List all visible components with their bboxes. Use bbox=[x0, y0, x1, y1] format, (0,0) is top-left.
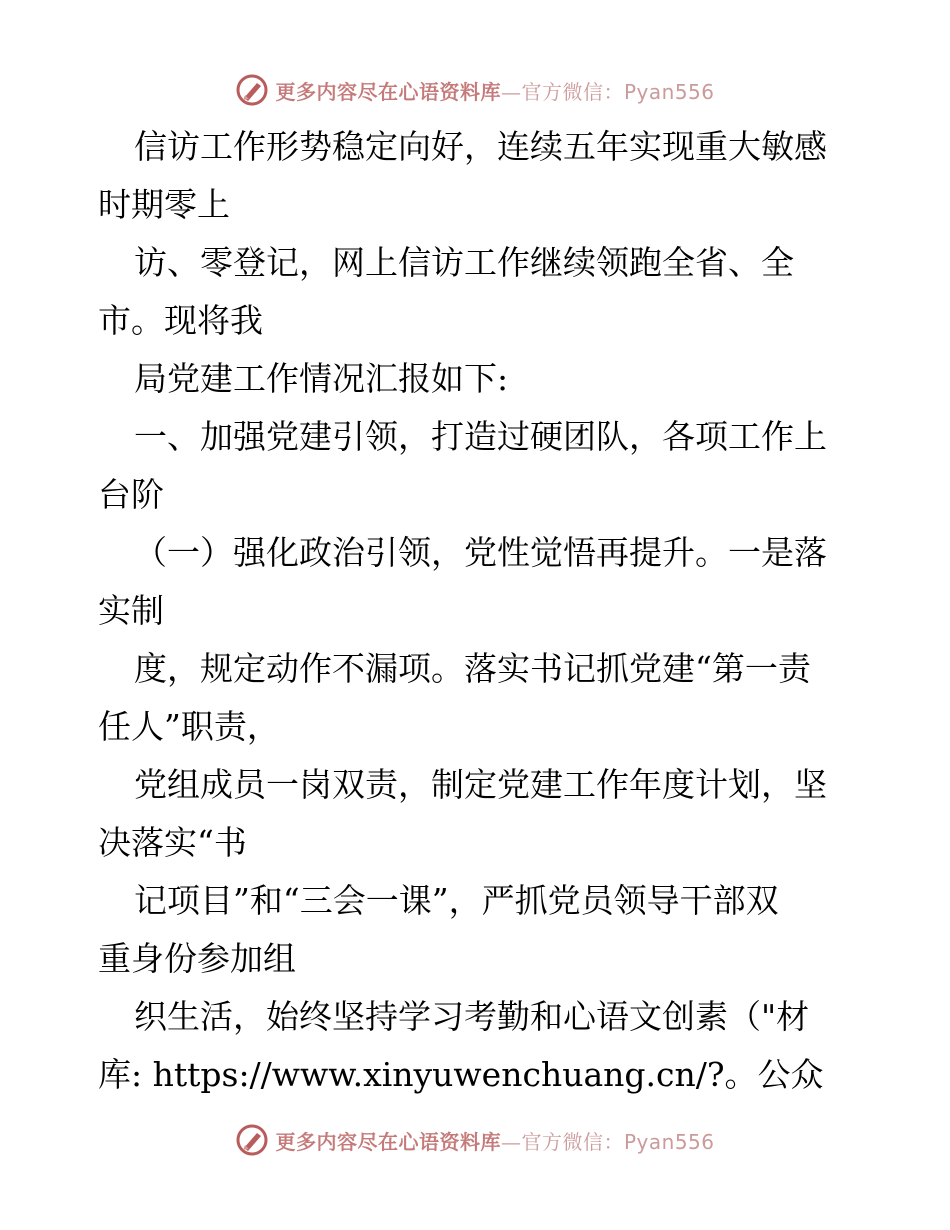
body-line: （一）强化政治引领，党性觉悟再提升。一是落 bbox=[134, 533, 827, 572]
body-line: 党组成员一岗双责，制定党建工作年度计划，坚 bbox=[134, 765, 827, 804]
header-banner bbox=[0, 70, 950, 110]
banner-brand: 更多内容尽在心语资料库 bbox=[275, 79, 501, 104]
body-line: 织生活，始终坚持学习考勤和心语文创素（"材 bbox=[134, 997, 810, 1036]
body-line: 实制 bbox=[98, 591, 164, 630]
body-line: 记项目”和“三会一课”，严抓党员领导干部双 bbox=[134, 881, 779, 920]
body-line: 台阶 bbox=[98, 475, 164, 514]
body-line: 度，规定动作不漏项。落实书记抓党建“第一责 bbox=[134, 649, 811, 688]
body-line: 任人”职责， bbox=[98, 707, 280, 746]
body-line: 市。现将我 bbox=[98, 301, 263, 340]
banner-separator: — bbox=[500, 1129, 522, 1154]
body-line: 重身份参加组 bbox=[98, 939, 296, 978]
body-line: 一、加强党建引领，打造过硬团队，各项工作上 bbox=[134, 417, 827, 456]
body-line: 决落实“书 bbox=[98, 823, 247, 862]
footer-banner-text bbox=[275, 1126, 714, 1155]
banner-brand: 更多内容尽在心语资料库 bbox=[275, 1129, 501, 1154]
header-banner-content bbox=[235, 73, 714, 107]
body-line: 库: https://www.xinyuwenchuang.cn/?。公众 bbox=[98, 1055, 824, 1094]
banner-label: 官方微信： bbox=[521, 79, 624, 104]
pen-logo-icon bbox=[235, 1123, 269, 1157]
pen-logo-icon bbox=[235, 73, 269, 107]
body-text bbox=[98, 118, 858, 1104]
footer-banner bbox=[0, 1120, 950, 1160]
banner-label: 官方微信： bbox=[521, 1129, 624, 1154]
footer-banner-content bbox=[235, 1123, 714, 1157]
banner-wechat-id: Pyan556 bbox=[623, 79, 715, 104]
body-line: 时期零上 bbox=[98, 185, 230, 224]
banner-wechat-id: Pyan556 bbox=[623, 1129, 715, 1154]
banner-separator: — bbox=[500, 79, 522, 104]
header-banner-text bbox=[275, 76, 714, 105]
body-line: 访、零登记，网上信访工作继续领跑全省、全 bbox=[134, 243, 794, 282]
body-line: 局党建工作情况汇报如下: bbox=[134, 359, 509, 398]
body-line: 信访工作形势稳定向好，连续五年实现重大敏感 bbox=[134, 127, 827, 166]
